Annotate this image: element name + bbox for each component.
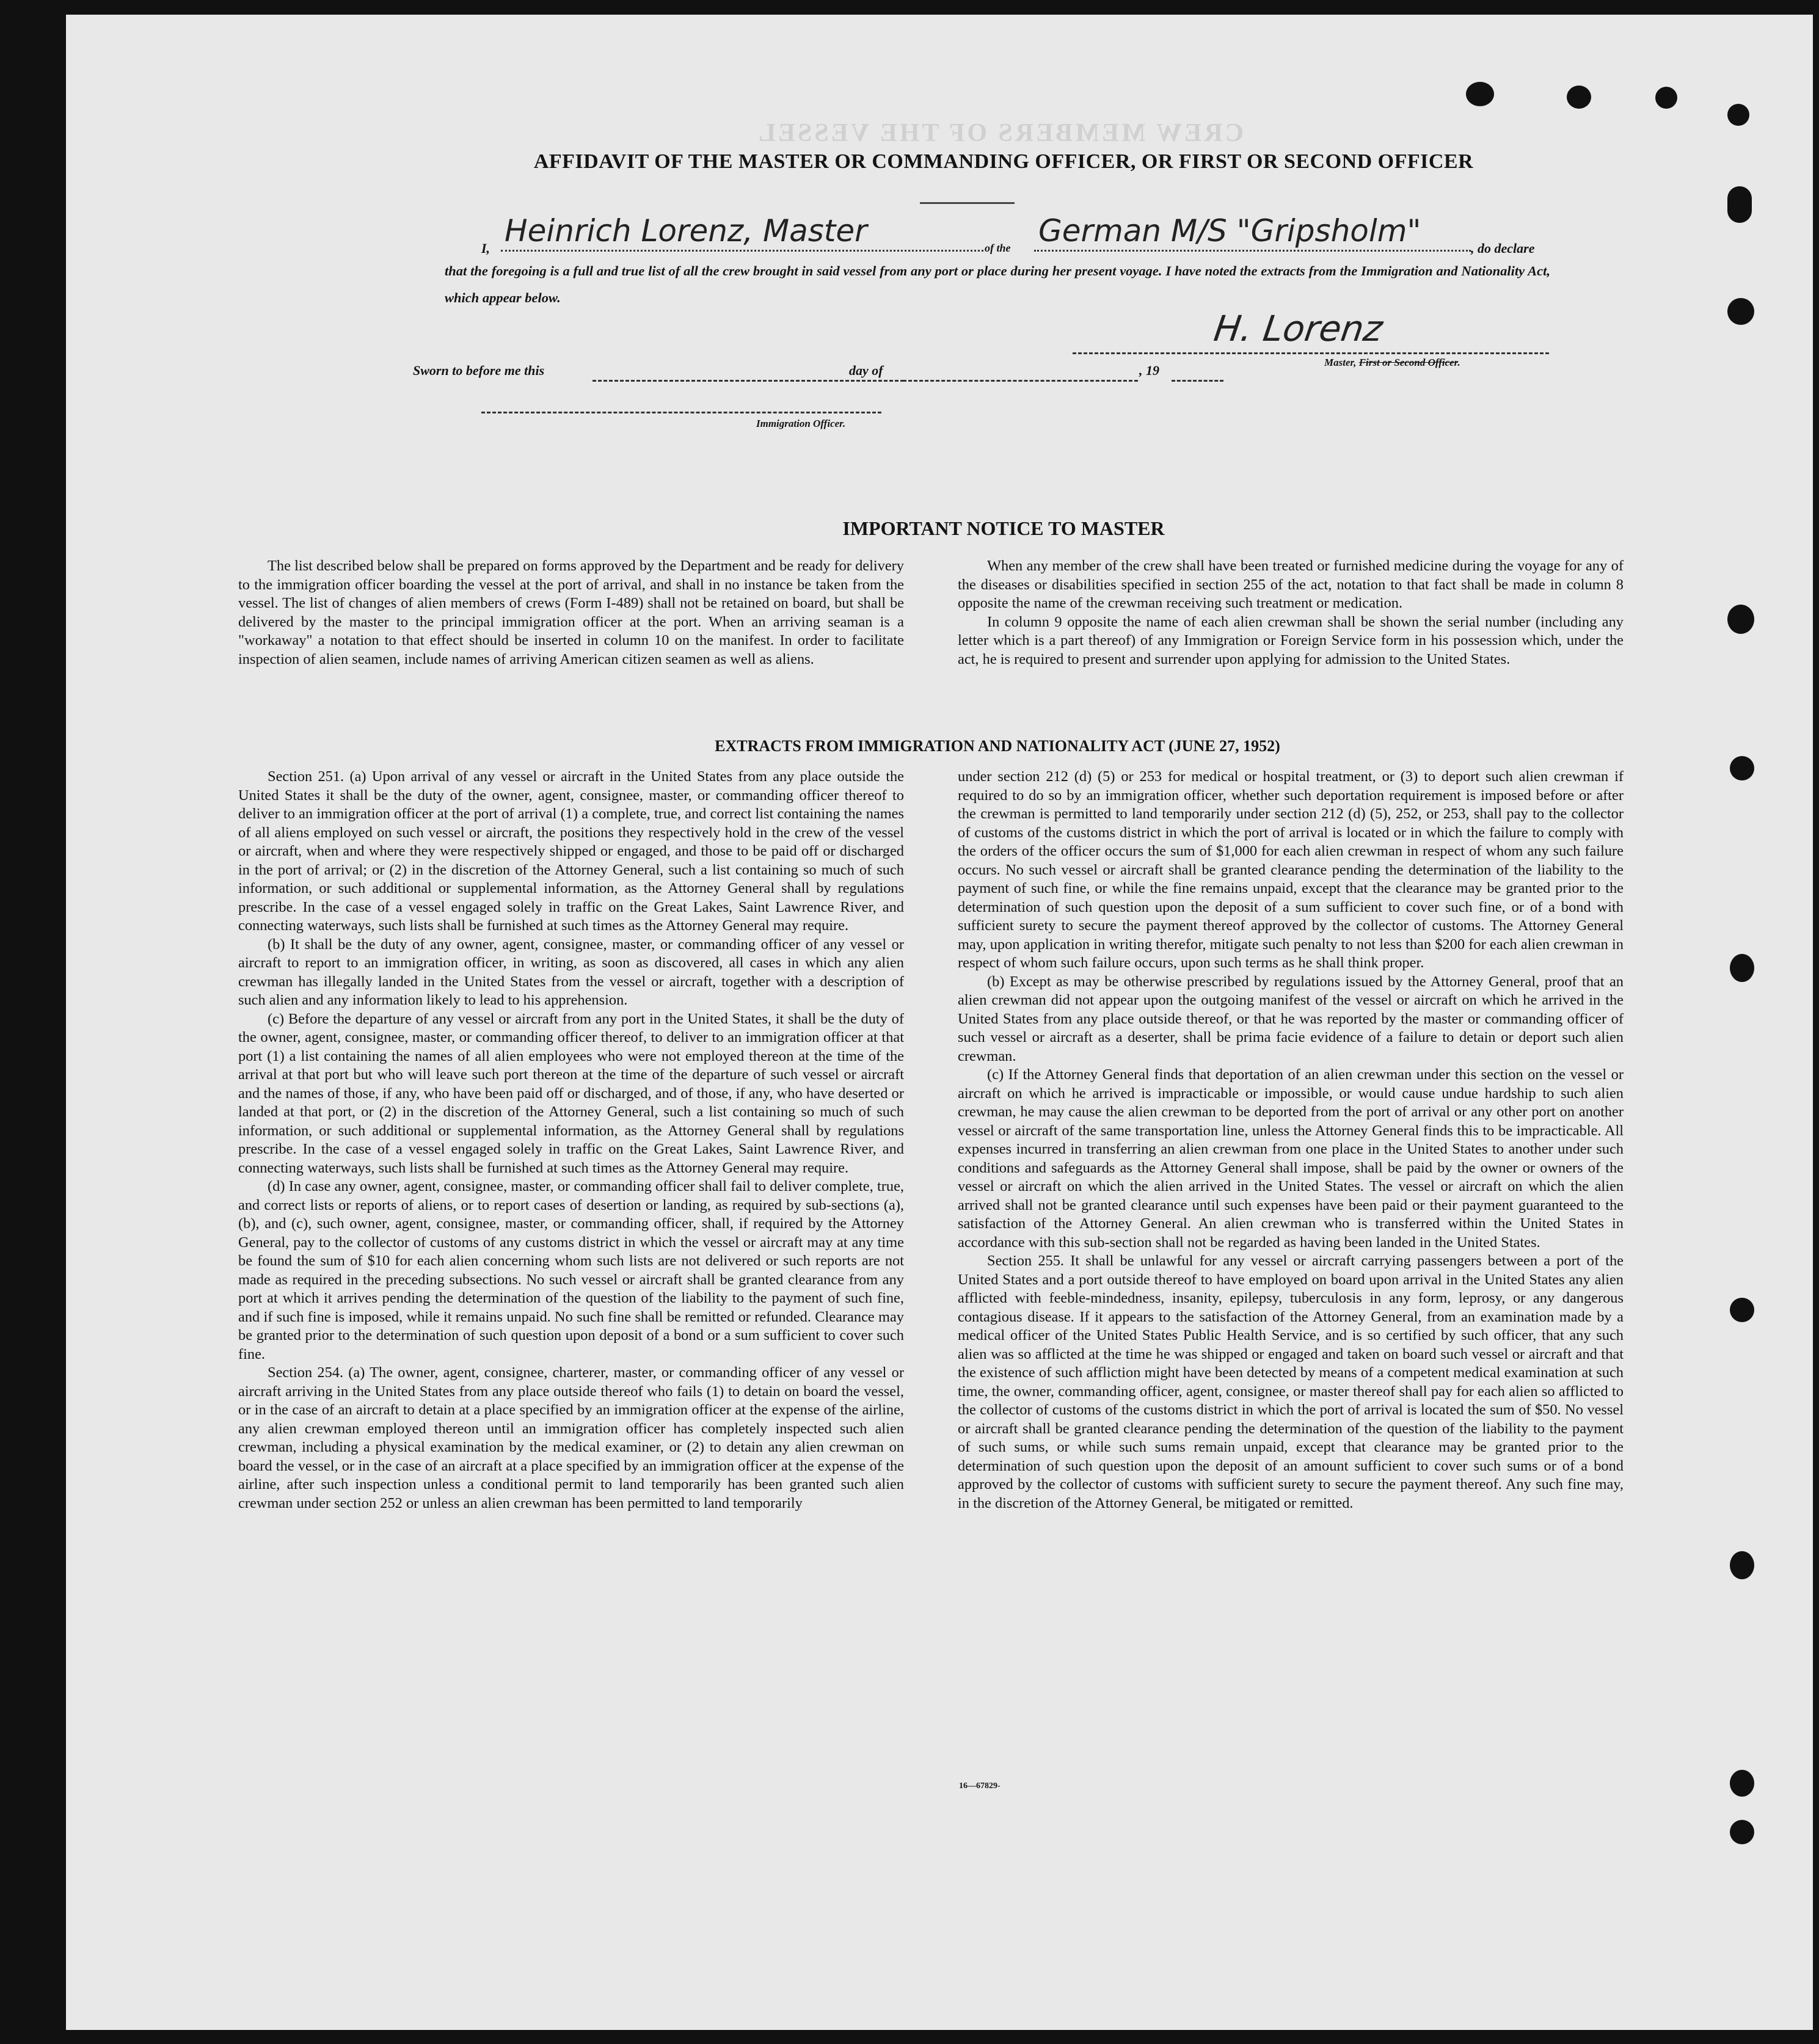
binder-hole	[1730, 1551, 1754, 1579]
extracts-left-column	[238, 768, 904, 1513]
binder-hole	[1727, 605, 1754, 634]
binder-hole	[1730, 1820, 1754, 1844]
section-254a: Section 254. (a) The owner, agent, consignee, charterer, master, or commanding officer of any vessel or aircraft arriving in the United States from any place outside thereof who fails (1) to detain on board the vessel, or in the case of an aircraft to detain at a place specified by an immigration officer at the expense of the airline, any alien crewman employed thereon until an immigration officer has completely inspected such alien crewman, including a physical examination by the medical examiner, or (2) to detain any alien crewman on board the vessel, or in the case of an aircraft at a place specified by an immigration officer at the expense of the airline, after such inspection unless a conditional permit to land temporarily has been granted such alien crewman under section 252 or unless an alien crewman has been permitted to land temporarily	[238, 1364, 904, 1511]
binder-hole	[1727, 186, 1752, 223]
punch-notch	[1466, 82, 1494, 106]
month-line	[903, 380, 1138, 382]
binder-hole	[1727, 298, 1754, 325]
extracts-title: EXTRACTS FROM IMMIGRATION AND NATIONALITY ACT (JUNE 27, 1952)	[715, 737, 1280, 755]
day-of-label: day of	[849, 363, 883, 378]
officer-signature-line	[481, 412, 881, 413]
binder-hole	[1727, 104, 1749, 126]
notice-paragraph: In column 9 opposite the name of each alien crewman shall be shown the serial number (including any letter which is a part thereof) of any Immigration or Foreign Service form in his possession which, under the act, he is required to present and surrender upon applying for admission to the United States.	[958, 613, 1624, 667]
notice-title: IMPORTANT NOTICE TO MASTER	[842, 517, 1165, 539]
show-through-text: CREW MEMBERS OF THE VESSEL	[756, 119, 1244, 147]
section-251a: Section 251. (a) Upon arrival of any vessel or aircraft in the United States from any place outside the United States it shall be the duty of the owner, agent, consignee, master, or commanding officer thereof to deliver to an immigration officer at the port of arrival (1) a complete, true, and correct list containing the names of all aliens employed on such vessel or aircraft, the positions they respectively hold in the crew of the vessel or aircraft, when and where they were respectively shipped or engaged, and those to be paid off or discharged in the port of arrival; or (2) in the discretion of the Attorney General, such a list containing so much of such information, or such additional or supplemental information, as the Attorney General shall by regulations prescribe. In the case of a vessel engaged solely in traffic on the Great Lakes, Saint Lawrence River, and connecting waterways, such lists shall be furnished at such times as the Attorney General may require.	[238, 768, 904, 934]
of-the-label: of the	[985, 242, 1011, 254]
signature-label: Master, First or Second Officer.	[1324, 357, 1460, 368]
binder-hole	[1730, 1298, 1754, 1322]
vessel-fill-line	[1034, 250, 1471, 252]
extracts-right-column	[958, 768, 1624, 1513]
title-rule	[920, 202, 1015, 204]
notice-paragraph: The list described below shall be prepared on forms approved by the Department and be ready for delivery to the immigration officer boarding the vessel at the port of arrival, and shall in no instance be taken from the vessel. The list of changes of alien members of crews (Form I-489) shall not be retained on board, but shall be delivered by the master to the principal immigration officer at the port. When an arriving seaman is a "workaway" a notation to that effect should be inserted in column 10 on the manifest. In order to facilitate inspection of alien seamen, include names of arriving American citizen seamen as well as aliens.	[238, 558, 904, 667]
immigration-officer-label: Immigration Officer.	[756, 418, 846, 429]
binder-hole	[1730, 1770, 1754, 1797]
notice-left-column	[238, 557, 904, 669]
section-251d: (d) In case any owner, agent, consignee, master, or commanding officer shall fail to deliver complete, true, and correct lists or reports of aliens, or to report cases of desertion or landing, as required by sub-sections (a), (b), and (c), such owner, agent, consignee, master, or commanding officer, shall, if required by the Attorney General, pay to the collector of customs of any customs district in which the vessel or aircraft may at any time be found the sum of $10 for each alien concerning whom such lists are not delivered or such reports are not made as required in the preceding subsections. No such vessel or aircraft shall be granted clearance from any port at which it arrives pending the determination of the question of the liability to the payment of such fine, and if such fine is imposed, while it remains unpaid. No such fine shall be remitted or refunded. Clearance may be granted prior to the determination of such question upon deposit of a bond or a sum sufficient to cover such fine.	[238, 1178, 904, 1362]
binder-hole	[1730, 756, 1754, 780]
signature-line	[1073, 352, 1549, 354]
section-251b: (b) It shall be the duty of any owner, agent, consignee, master, or commanding officer of any vessel or aircraft to report to an immigration officer, in writing, as soon as discovered, all cases in which any alien crewman has illegally landed in the United States from the vessel or aircraft, together with a description of such alien and any information likely to lead to his apprehension.	[238, 936, 904, 1008]
section-255: Section 255. It shall be unlawful for any vessel or aircraft carrying passengers between a port of the United States and a port outside thereof to have employed on board upon arrival in the United States any alien afflicted with feeble-mindedness, insanity, epilepsy, tuberculosis in any form, leprosy, or any dangerous contagious disease. If it appears to the satisfaction of the Attorney General, from an examination made by a medical officer of the United States Public Health Service, and is so certified by such officer, that any such alien was so afflicted at the time he was shipped or engaged and taken on board such vessel or aircraft and that the existence of such affliction might have been detected by means of a competent medical examination at such time, the owner, commanding officer, agent, consignee, or master thereof shall pay for each alien so afflicted to the collector of customs of the customs district in which the port of arrival is located the sum of $50. No vessel or aircraft shall be granted clearance pending the determination of the question of the liability to the payment of such sums, or while such sums remain unpaid, except that clearance may be granted prior to the determination of such question upon the deposit of an amount sufficient to cover such sums or of a bond approved by the collector of customs with sufficient surety to secure the payment thereof. Any such fine may, in the discretion of the Attorney General, be mitigated or remitted.	[958, 1253, 1624, 1511]
notice-right-column	[958, 557, 1624, 669]
year-line	[1172, 380, 1223, 382]
section-254b: (b) Except as may be otherwise prescribed by regulations issued by the Attorney General, proof that an alien crewman did not appear upon the outgoing manifest of the vessel or aircraft on which he arrived in the United States from any place outside thereof, or that he was reported by the master or commanding officer of such vessel or aircraft as a deserter, shall be prima facie evidence of a failure to detain or deport such alien crewman.	[958, 973, 1624, 1064]
i-prefix: I,	[481, 241, 490, 256]
year-label: , 19	[1139, 363, 1159, 378]
section-254c: (c) If the Attorney General finds that deportation of an alien crewman under this section on the vessel or aircraft on which he arrived is impracticable or impossible, or would cause undue hardship to such alien crewman, he may cause the alien crewman to be deported from the port of arrival or any other port on another vessel or aircraft of the same transportation line, unless the Attorney General finds this to be impracticable. All expenses incurred in transferring an alien crewman from one place in the United States to another under such conditions and safeguards as the Attorney General shall impose, shall be paid by the owner or owners of the vessel or aircraft on which the alien arrived in the United States. The vessel or aircraft on which the alien arrived shall not be granted clearance until such expenses have been paid or their payment guaranteed to the satisfaction of the Attorney General. An alien crewman who is transferred within the United States in accordance with this sub-section shall not be regarded as having been landed in the United States.	[958, 1066, 1624, 1251]
punch-notch	[1655, 87, 1677, 109]
do-declare-label: , do declare	[1471, 241, 1535, 256]
affidavit-title: AFFIDAVIT OF THE MASTER OR COMMANDING OFFICER, OR FIRST OR SECOND OFFICER	[533, 150, 1474, 173]
form-code: 16—67829-	[959, 1781, 1001, 1791]
sworn-label: Sworn to before me this	[413, 363, 545, 378]
binder-hole	[1730, 954, 1754, 982]
punch-notch	[1567, 85, 1591, 109]
master-signature: H. Lorenz	[1211, 308, 1385, 349]
name-fill-line	[501, 250, 983, 252]
section-254a-cont: under section 212 (d) (5) or 253 for medical or hospital treatment, or (3) to deport such alien crewman if required to do so by an immigration officer, whether such deportation requirement is imposed before or after the crewman is permitted to land temporarily under section 212 (d) (5), 252, or 253, shall pay to the collector of customs of the customs district in which the port of arrival is located or in which the failure to comply with the orders of the officer occurs the sum of $1,000 for each alien crewman in respect of whom any such failure occurs. No such vessel or aircraft shall be granted clearance pending the determination of the liability to the payment of such fine, or while the fine remains unpaid, except that the clearance may be granted prior to the determination of such question upon the deposit of a sum sufficient to cover such fine, or of a bond with sufficient surety to secure the payment thereof approved by the collector of customs. The Attorney General may, upon application in writing therefor, mitigate such penalty to not less than $200 for each alien crewman in respect of whom such failure occurs, upon such terms as he shall think proper.	[958, 768, 1624, 971]
sworn-date-line	[592, 380, 904, 382]
section-251c: (c) Before the departure of any vessel or aircraft from any port in the United States, it shall be the duty of the owner, agent, consignee, master, or commanding officer thereof, to deliver to an immigration officer at that port (1) a list containing the names of all alien employees who were not employed thereon at the time of the arrival at that port but who will leave such port thereon at the time of the departure of such vessel or aircraft and the names of those, if any, who have been paid off or discharged, and of those, if any, who have deserted or landed at that port, or (2) in the discretion of the Attorney General, such a list containing so much of such information, or such additional or supplemental information, as the Attorney General shall by regulations prescribe. In the case of a vessel engaged solely in traffic on the Great Lakes, Saint Lawrence River, and connecting waterways, such lists shall be furnished at such times as the Attorney General may require.	[238, 1010, 904, 1176]
document-page	[66, 15, 1813, 2030]
notice-paragraph: When any member of the crew shall have been treated or furnished medicine during the voyage for any of the diseases or disabilities specified in section 255 of the act, notation to that fact shall be made in column 8 opposite the name of the crewman receiving such treatment or medication.	[958, 558, 1624, 611]
declaration-text: that the foregoing is a full and true list of all the crew brought in said vessel from any port or place during her present voyage. I have noted the extracts from the Immigration and Nationality Act, which appear below.	[445, 263, 1550, 305]
master-name-handwritten: Heinrich Lorenz, Master	[505, 213, 867, 249]
vessel-name-handwritten: German M/S "Gripsholm"	[1038, 213, 1421, 249]
